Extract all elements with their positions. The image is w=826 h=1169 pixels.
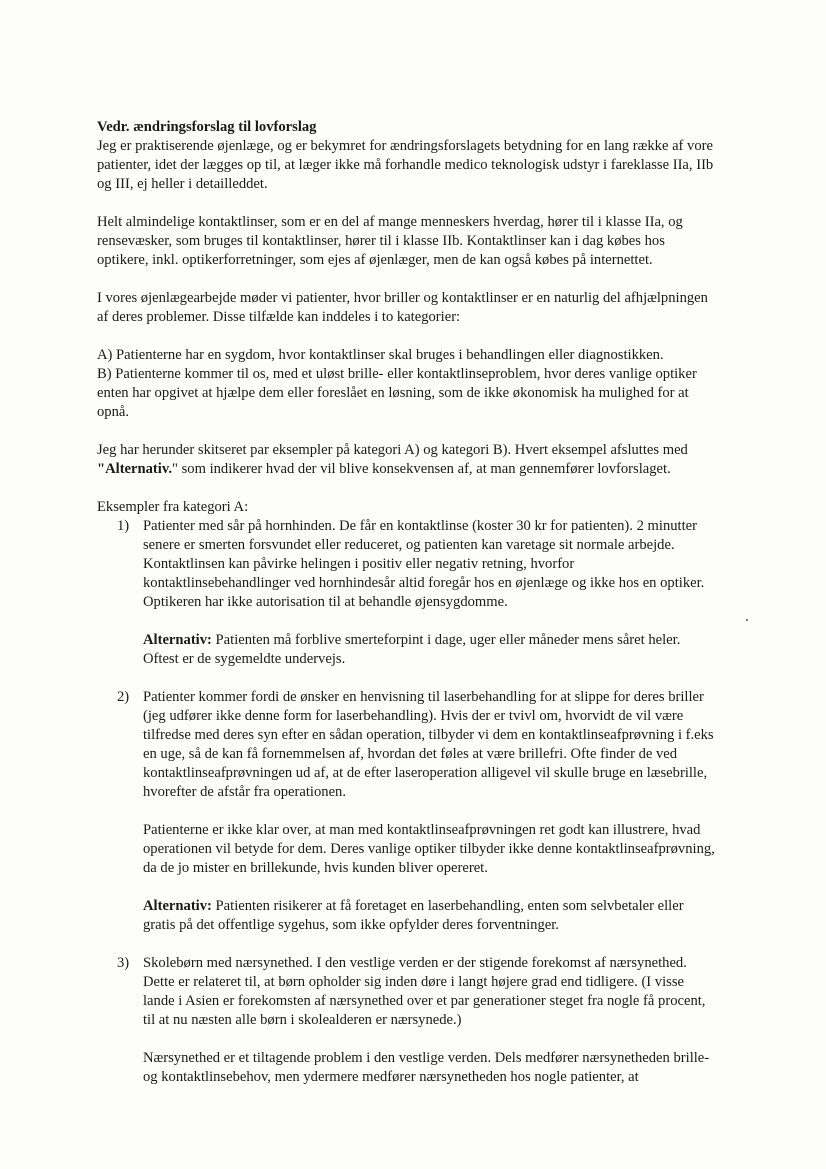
scan-speck bbox=[746, 619, 748, 621]
list-item-text: Patienter med sår på hornhinden. De får en kontaktlinse (koster 30 kr for patienten). 2 minutter senere er smerten forsvundet eller reduceret, og patienten kan varetage sit normale arbejde. Kontaktlinsen kan påvirke helingen i positiv eller negativ retning, hvorfor kontaktlinsebehandlinger ved hornhindesår altid foregår hos en øjenlæge og ikke hos en optiker. Optikeren har ikke autorisation til at behandle øjensygdomme. bbox=[143, 518, 705, 610]
examples-intro-alternativ: "Alternativ. bbox=[97, 461, 172, 477]
list-item bbox=[97, 688, 719, 935]
paragraph-examples-intro bbox=[97, 441, 719, 479]
list-item-number: 1) bbox=[117, 518, 130, 534]
list-item-number: 3) bbox=[117, 955, 130, 971]
intro-paragraph: Jeg er praktiserende øjenlæge, og er bekymret for ændringsforslagets betydning for en lang række af vore patienter, idet der lægges op til, at læger ikke må forhandle medico teknologisk udstyr i fareklasse IIa, IIb og III, ej heller i detailleddet. bbox=[97, 138, 714, 192]
alternative-text: Patienten risikerer at få foretaget en laserbehandling, enten som selvbetaler eller gratis på det offentlige sygehus, som ikke opfylder deres forventninger. bbox=[143, 898, 684, 933]
paragraph-patient-categories: I vores øjenlægearbejde møder vi patienter, hvor briller og kontaktlinser er en naturlig del afhjælpningen af deres problemer. Disse tilfælde kan inddeles i to kategorier: bbox=[97, 290, 708, 325]
alternative-label: Alternativ: bbox=[143, 898, 212, 914]
alternative-paragraph bbox=[143, 631, 719, 669]
list-item bbox=[97, 517, 719, 669]
list-item-extra: Patienterne er ikke klar over, at man med kontaktlinseafprøvningen ret godt kan illustrere, hvad operationen vil betyde for dem. Deres vanlige optiker tilbyder ikke denne kontaktlinseafprøvning, da de jo mister en brillekunde, hvis kunden bliver opereret. bbox=[143, 822, 715, 876]
alternative-text: Patienten må forblive smerteforpint i dage, uger eller måneder mens såret heler. Oftest er de sygemeldte undervejs. bbox=[143, 632, 681, 667]
list-item-number: 2) bbox=[117, 689, 130, 705]
list-item bbox=[97, 954, 719, 1087]
examples-heading: Eksempler fra kategori A: bbox=[97, 499, 249, 515]
alternative-paragraph bbox=[143, 897, 719, 935]
list-item-text: Skolebørn med nærsynethed. I den vestlige verden er der stigende forekomst af nærsynethed. Dette er relateret til, at børn opholder sig inden døre i langt højere grad end tidligere. (I visse lande i Asien er forekomsten af nærsynethed over et par generationer steget fra nogle få procent, til at nu næsten alle børn i skolealderen er nærsynede.) bbox=[143, 955, 706, 1028]
paragraph-contact-lens-classes: Helt almindelige kontaktlinser, som er en del af mange menneskers hverdag, hører til i klasse IIa, og rensevæsker, som bruges til kontaktlinser, hører til i klasse IIb. Kontaktlinser kan i dag købes hos optikere, inkl. optikerforretninger, som ejes af øjenlæger, men de kan også købes på internettet. bbox=[97, 214, 683, 268]
list-item-text: Patienter kommer fordi de ønsker en henvisning til laserbehandling for at slippe for deres briller (jeg udfører ikke denne form for laserbehandling). Hvis der er tvivl om, hvorvidt de vil være tilfredse med deres syn efter en sådan operation, tilbyder vi dem en kontaktlinseafprøvning i f.eks en uge, så de kan få fornemmelsen af, hvordan det føles at være brillefri. Ofte finder de ved kontaktlinseafprøvningen ud af, at de efter laseroperation alligevel vil skulle bruge en læsebrille, hvorefter de afstår fra operationen. bbox=[143, 689, 714, 800]
list-item-extra: Nærsynethed er et tiltagende problem i den vestlige verden. Dels medfører nærsynetheden brille- og kontaktlinsebehov, men ydermere medfører nærsynetheden hos nogle patienter, at bbox=[143, 1050, 710, 1085]
category-b-description: B) Patienterne kommer til os, med et uløst brille- eller kontaktlinseproblem, hvor deres vanlige optiker enten har opgivet at hjælpe dem eller foreslået en løsning, som de ikke økonomisk ha mulighed for at opnå. bbox=[97, 366, 697, 420]
examples-list bbox=[97, 517, 719, 1087]
examples-intro-after: " som indikerer hvad der vil blive konsekvensen af, at man gennemfører lovforslaget. bbox=[171, 461, 671, 477]
category-a-description: A) Patienterne har en sygdom, hvor kontaktlinser skal bruges i behandlingen eller diagnostikken. bbox=[97, 347, 664, 363]
alternative-label: Alternativ: bbox=[143, 632, 212, 648]
examples-intro-before: Jeg har herunder skitseret par eksempler på kategori A) og kategori B). Hvert eksempel afsluttes med bbox=[97, 442, 688, 458]
document-title: Vedr. ændringsforslag til lovforslag bbox=[97, 119, 317, 135]
document-body bbox=[97, 118, 719, 1087]
